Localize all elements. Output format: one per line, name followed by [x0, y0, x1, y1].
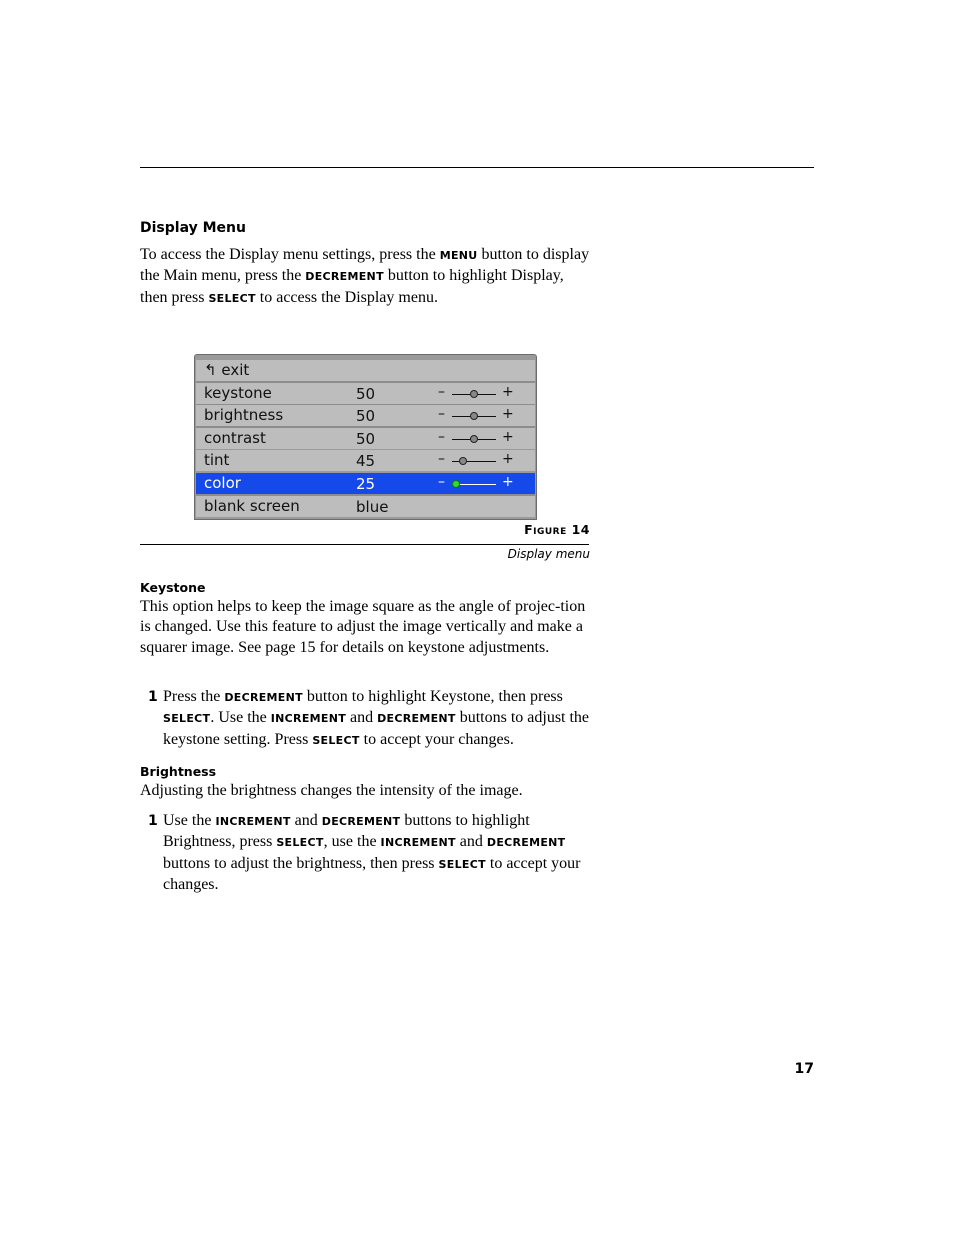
- step-text: Use the INCREMENT and DECREMENT buttons to highlight Brightness, press SELECT, use the INCREMENT and DECREMENT buttons to adjust the brightness, then press SELECT to accept your changes.: [163, 812, 581, 894]
- intro-paragraph: To access the Display menu settings, press the MENU button to display the Main menu, press the DECREMENT button to highlight Display, then press SELECT to access the Display menu.: [140, 246, 590, 306]
- slider-knob: [470, 412, 478, 420]
- brightness-step: [140, 811, 595, 896]
- osd-row-keystone: [196, 383, 535, 404]
- keyword-select: SELECT: [208, 291, 256, 305]
- figure-label: Figure 14: [524, 522, 590, 537]
- step-number: 1: [148, 813, 158, 829]
- osd-slider: – +: [438, 474, 514, 490]
- slider-knob: [470, 390, 478, 398]
- brightness-paragraph: Adjusting the brightness changes the intensity of the image.: [140, 782, 523, 799]
- osd-slider: – +: [438, 429, 514, 445]
- page-number: 17: [794, 1061, 814, 1077]
- osd-row-contrast: [196, 428, 535, 449]
- step-number: 1: [148, 689, 158, 705]
- slider-knob: [452, 480, 460, 488]
- osd-row-label: blank screen: [204, 497, 300, 515]
- osd-row-value: 45: [356, 452, 376, 470]
- osd-slider: – +: [438, 451, 514, 467]
- figure-rule: [140, 544, 589, 545]
- osd-row-value: 50: [356, 430, 376, 448]
- step-text: Press the DECREMENT button to highlight Keystone, then press SELECT. Use the INCREMENT and DECREMENT buttons to adjust the keystone setting. Press SELECT to accept your changes.: [163, 688, 590, 748]
- osd-exit-label: exit: [221, 361, 250, 379]
- osd-row-label: contrast: [204, 429, 266, 447]
- keyword-decrement: DECREMENT: [305, 270, 384, 284]
- osd-row-label: brightness: [204, 406, 284, 424]
- slider-knob: [470, 435, 478, 443]
- osd-row-blank-screen: [196, 496, 535, 517]
- keystone-step: [140, 687, 595, 751]
- return-arrow-icon: ↰: [204, 361, 217, 379]
- slider-knob: [459, 457, 467, 465]
- osd-slider: – +: [438, 384, 514, 400]
- section-title: Display Menu: [140, 220, 246, 236]
- brightness-heading: Brightness: [140, 764, 217, 779]
- keyword-menu: MENU: [439, 249, 478, 262]
- display-menu-screenshot: [194, 354, 537, 520]
- osd-row-value: 50: [356, 385, 376, 403]
- osd-row-tint: [196, 450, 535, 471]
- header-rule: [140, 167, 814, 168]
- osd-row-label: tint: [204, 451, 230, 469]
- osd-row-value: 25: [356, 475, 376, 493]
- osd-row-value: 50: [356, 407, 376, 425]
- figure-caption: Display menu: [507, 547, 590, 561]
- osd-row-label: color: [204, 474, 241, 492]
- osd-row-label: keystone: [204, 384, 272, 402]
- osd-exit-row: [196, 360, 535, 381]
- osd-slider: – +: [438, 406, 514, 422]
- keystone-paragraph: This option helps to keep the image square as the angle of projec-tion is changed. Use this feature to adjust the image vertically and make a squarer image. See page 15 for details on keystone adjustments.: [140, 598, 586, 656]
- osd-row-brightness: [196, 405, 535, 426]
- keystone-heading: Keystone: [140, 580, 206, 595]
- osd-row-color: [196, 473, 535, 494]
- osd-row-value: blue: [356, 498, 389, 516]
